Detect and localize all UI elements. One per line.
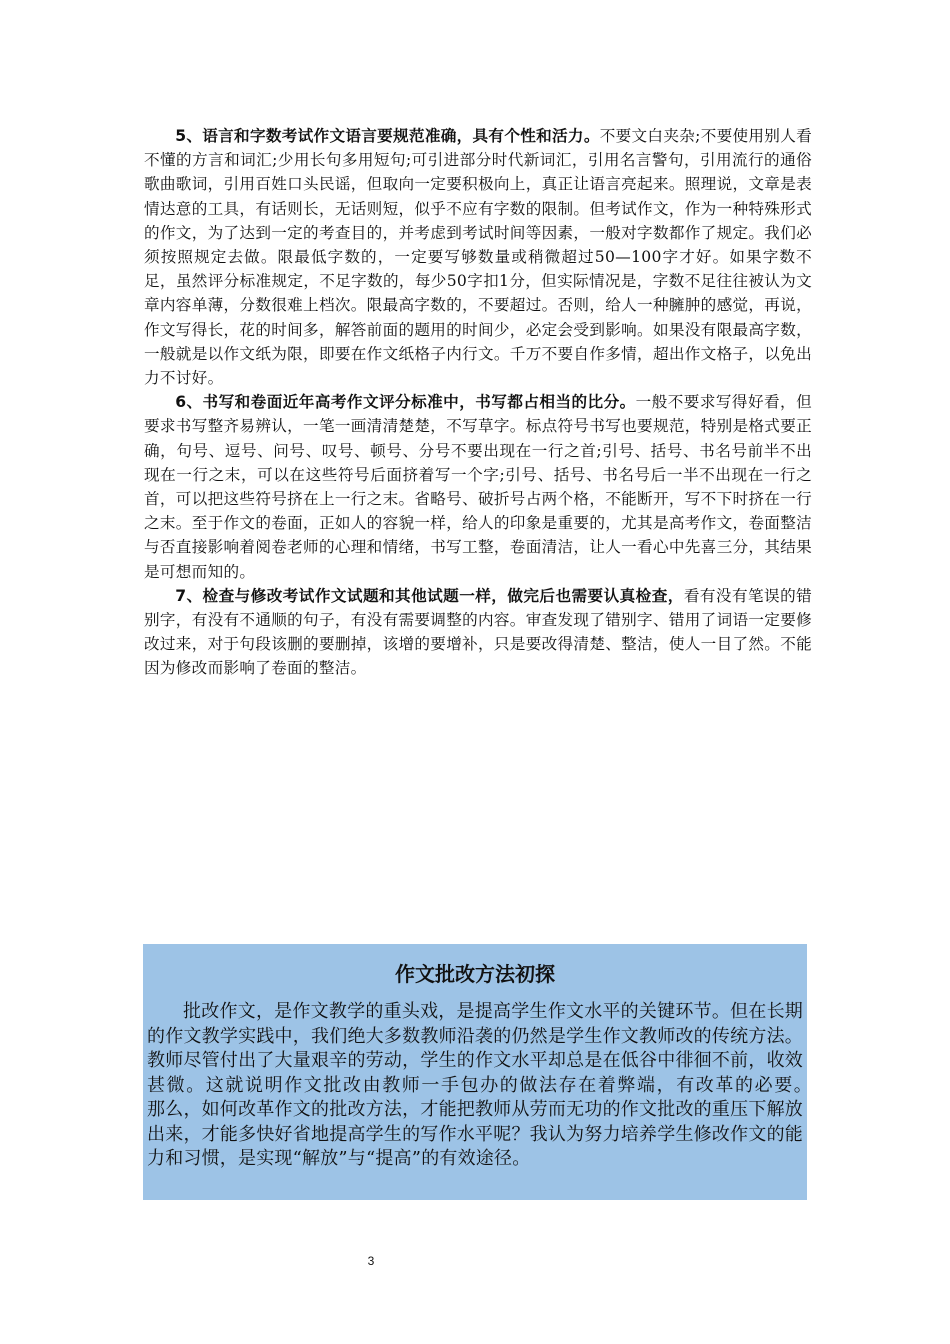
section-5 [144,124,812,390]
highlight-box [143,944,858,1200]
section-text: 不要文白夹杂;不要使用别人看不懂的方言和词汇;少用长句多用短句;可引进部分时代新词汇，引用名言警句，引用流行的通俗歌曲歌词，引用百姓口头民谣，但取向一定要积极向上，真正让语言亮起来。照理说，文章是表情达意的工具，有话则长，无话则短，似乎不应有字数的限制。但考试作文，作为一种特殊形式的作文，为了达到一定的考查目的，并考虑到考试时间等因素，一般对字数都作了规定。我们必须按照规定去做。限最低字数的，一定要写够数量或稍微超过50—100字才好。如果字数不足，虽然评分标准规定，不足字数的，每少50字扣1分，但实际情况是，字数不足往往被认为文章内容单薄，分数很难上档次。限最高字数的，不要超过。否则，给人一种臃肿的感觉，再说，作文写得长，花的时间多，解答前面的题用的时间少，必定会受到影响。如果没有限最高字数，一般就是以作文纸为限，即要在作文纸格子内行文。千万不要自作多情，超出作文格子，以免出力不讨好。 [144,127,812,388]
section-heading: 5、语言和字数考试作文语言要规范准确，具有个性和活力。 [175,127,600,145]
article-body [144,124,812,681]
section-heading: 7、检查与修改考试作文试题和其他试题一样，做完后也需要认真检查， [175,586,684,605]
box-title: 作文批改方法初探 [395,962,555,986]
page-number: 3 [367,1254,375,1268]
section-text: 看有没有笔误的错别字，有没有不通顺的句子，有没有需要调整的内容。审查发现了错别字、错用了词语一定要修改过来，对于句段该删的要删掉，该增的要增补，只是要改得清楚、整洁，使人一目了然。不能因为修改而影响了卷面的整洁。 [144,586,813,678]
section-heading: 6、书写和卷面近年高考作文评分标准中，书写都占相当的比分。 [175,393,636,412]
section-text: 一般不要求写得好看，但要求书写整齐易辨认，一笔一画清清楚楚，不写草字。标点符号书写也要规范，特别是格式要正确，句号、逗号、问号、叹号、顿号、分号不要出现在一行之首;引号、括号、书名号前半不出现在一行之末，可以在这些符号后面挤着写一个字;引号、括号、书名号后一半不出现在一行之首，可以把这些符号挤在上一行之末。省略号、破折号占两个格，不能断开，写不下时挤在一行之末。至于作文的卷面，正如人的容貌一样，给人的印象是重要的，尤其是高考作文，卷面整洁与否直接影响着阅卷老师的心理和情绪，书写工整，卷面清洁，让人一看心中先喜三分，其结果是可想而知的。 [144,393,812,581]
section-7 [144,584,812,681]
box-text: 批改作文，是作文教学的重头戏，是提高学生作文水平的关键环节。但在长期的作文教学实践中，我们绝大多数教师沿袭的仍然是学生作文教师改的传统方法。教师尽管付出了大量艰辛的劳动，学生的作文水平却总是在低谷中徘徊不前，收效甚微。这就说明作文批改由教师一手包办的做法存在着弊端，有改革的必要。 那么，如何改革作文的批改方法，才能把教师从劳而无功的作文批改的重压下解放出来，才能多快好省地提高学生的写作水平呢？我认为努力培养学生修改作文的能力和习惯，是实现“解放”与“提高”的有效途径。 [147,1001,858,1169]
section-6 [144,390,812,584]
